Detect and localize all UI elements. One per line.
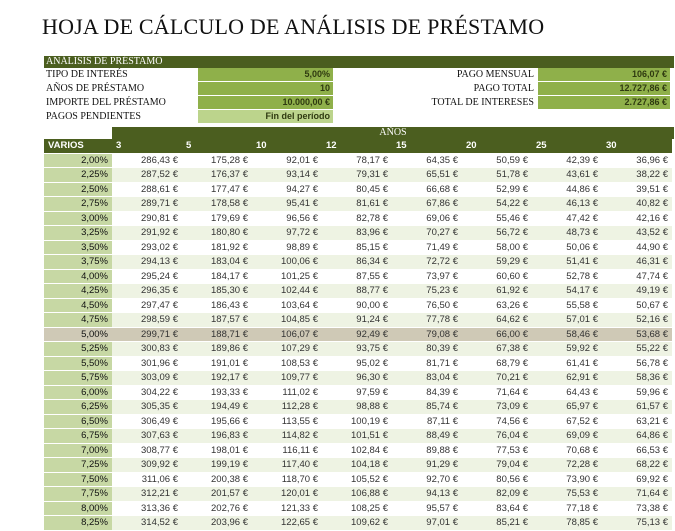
- payment-cell[interactable]: 109,77 €: [252, 371, 322, 385]
- payment-cell[interactable]: 194,49 €: [182, 400, 252, 414]
- payment-cell[interactable]: 179,69 €: [182, 212, 252, 226]
- payment-cell[interactable]: 198,01 €: [182, 444, 252, 458]
- payment-cell[interactable]: 65,97 €: [532, 400, 602, 414]
- payment-cell[interactable]: 305,35 €: [112, 400, 182, 414]
- input-label: AÑOS DE PRÉSTAMO: [46, 83, 145, 94]
- payment-cell[interactable]: 299,71 €: [112, 328, 182, 342]
- input-row-loan-years: [44, 82, 674, 95]
- rate-cell[interactable]: 7,25%: [44, 458, 112, 472]
- payment-cell[interactable]: 75,53 €: [532, 487, 602, 501]
- rate-cell[interactable]: 4,75%: [44, 313, 112, 327]
- payment-cell[interactable]: 92,70 €: [392, 473, 462, 487]
- payment-cell[interactable]: 290,81 €: [112, 212, 182, 226]
- payment-cell[interactable]: 311,06 €: [112, 473, 182, 487]
- payment-cell[interactable]: 57,01 €: [532, 313, 602, 327]
- table-row: [44, 183, 674, 198]
- payment-cell[interactable]: 82,09 €: [462, 487, 532, 501]
- payment-cell[interactable]: 95,57 €: [392, 502, 462, 516]
- payment-cell[interactable]: 111,02 €: [252, 386, 322, 400]
- payment-cell[interactable]: 68,22 €: [602, 458, 672, 472]
- payment-cell[interactable]: 56,72 €: [462, 226, 532, 240]
- rate-cell[interactable]: 5,00%: [44, 328, 112, 342]
- table-row: [44, 429, 674, 444]
- payment-cell[interactable]: 43,52 €: [602, 226, 672, 240]
- payment-cell[interactable]: 91,24 €: [322, 313, 392, 327]
- payment-cell[interactable]: 291,92 €: [112, 226, 182, 240]
- payment-cell[interactable]: 44,90 €: [602, 241, 672, 255]
- payment-cell[interactable]: 50,06 €: [532, 241, 602, 255]
- payment-cell[interactable]: 54,17 €: [532, 284, 602, 298]
- payment-cell[interactable]: 67,38 €: [462, 342, 532, 356]
- payment-cell[interactable]: 312,21 €: [112, 487, 182, 501]
- payment-cell[interactable]: 50,67 €: [602, 299, 672, 313]
- input-row-loan-amount: [44, 96, 674, 109]
- rate-cell[interactable]: 3,25%: [44, 226, 112, 240]
- payment-cell[interactable]: 192,17 €: [182, 371, 252, 385]
- payment-cell[interactable]: 79,04 €: [462, 458, 532, 472]
- payment-cell[interactable]: 102,44 €: [252, 284, 322, 298]
- payment-cell[interactable]: 187,57 €: [182, 313, 252, 327]
- table-row: [44, 328, 674, 343]
- payment-cell[interactable]: 46,13 €: [532, 197, 602, 211]
- payment-cell[interactable]: 122,65 €: [252, 516, 322, 530]
- table-row: [44, 299, 674, 314]
- payment-cell[interactable]: 74,56 €: [462, 415, 532, 429]
- table-row: [44, 270, 674, 285]
- payment-cell[interactable]: 88,77 €: [322, 284, 392, 298]
- years-header: AÑOS: [112, 127, 674, 139]
- payment-cell[interactable]: 86,34 €: [322, 255, 392, 269]
- payment-cell[interactable]: 121,33 €: [252, 502, 322, 516]
- payment-cell[interactable]: 94,13 €: [392, 487, 462, 501]
- payment-cell[interactable]: 65,51 €: [392, 168, 462, 182]
- payment-cell[interactable]: 78,17 €: [322, 154, 392, 168]
- payment-cell[interactable]: 51,78 €: [462, 168, 532, 182]
- payment-cell[interactable]: 184,17 €: [182, 270, 252, 284]
- payment-cell[interactable]: 52,78 €: [532, 270, 602, 284]
- payment-cell[interactable]: 183,04 €: [182, 255, 252, 269]
- rate-cell[interactable]: 4,50%: [44, 299, 112, 313]
- payment-cell[interactable]: 85,15 €: [322, 241, 392, 255]
- payment-cell[interactable]: 72,28 €: [532, 458, 602, 472]
- payment-cell[interactable]: 70,27 €: [392, 226, 462, 240]
- payment-cell[interactable]: 289,71 €: [112, 197, 182, 211]
- rate-cell[interactable]: 3,50%: [44, 241, 112, 255]
- payment-cell[interactable]: 83,04 €: [392, 371, 462, 385]
- payment-cell[interactable]: 90,00 €: [322, 299, 392, 313]
- payment-cell[interactable]: 175,28 €: [182, 154, 252, 168]
- payment-cell[interactable]: 64,86 €: [602, 429, 672, 443]
- year-column-header: 3: [112, 139, 182, 153]
- rate-cell[interactable]: 5,50%: [44, 357, 112, 371]
- payment-cell[interactable]: 38,22 €: [602, 168, 672, 182]
- payment-cell[interactable]: 83,64 €: [462, 502, 532, 516]
- interest-rate-value[interactable]: 5,00%: [198, 68, 333, 81]
- payment-cell[interactable]: 96,56 €: [252, 212, 322, 226]
- payment-cell[interactable]: 82,78 €: [322, 212, 392, 226]
- amortization-table: [44, 139, 674, 531]
- payment-cell[interactable]: 199,19 €: [182, 458, 252, 472]
- payment-cell[interactable]: 297,47 €: [112, 299, 182, 313]
- payment-cell[interactable]: 308,77 €: [112, 444, 182, 458]
- payment-cell[interactable]: 95,41 €: [252, 197, 322, 211]
- payment-cell[interactable]: 53,68 €: [602, 328, 672, 342]
- payment-cell[interactable]: 42,16 €: [602, 212, 672, 226]
- payment-cell[interactable]: 97,72 €: [252, 226, 322, 240]
- table-row: [44, 357, 674, 372]
- payment-cell[interactable]: 58,00 €: [462, 241, 532, 255]
- rate-cell[interactable]: 6,50%: [44, 415, 112, 429]
- payment-cell[interactable]: 203,96 €: [182, 516, 252, 530]
- payment-cell[interactable]: 178,58 €: [182, 197, 252, 211]
- payment-cell[interactable]: 73,38 €: [602, 502, 672, 516]
- payment-cell[interactable]: 83,96 €: [322, 226, 392, 240]
- rate-cell[interactable]: 8,00%: [44, 502, 112, 516]
- total-payment-value[interactable]: 12.727,86 €: [538, 82, 670, 95]
- rate-cell[interactable]: 6,75%: [44, 429, 112, 443]
- payment-cell[interactable]: 78,85 €: [532, 516, 602, 530]
- payment-cell[interactable]: 73,09 €: [462, 400, 532, 414]
- payment-cell[interactable]: 61,57 €: [602, 400, 672, 414]
- payment-cell[interactable]: 60,60 €: [462, 270, 532, 284]
- payment-cell[interactable]: 64,62 €: [462, 313, 532, 327]
- rate-cell[interactable]: 8,25%: [44, 516, 112, 530]
- payment-cell[interactable]: 77,18 €: [532, 502, 602, 516]
- payment-cell[interactable]: 76,50 €: [392, 299, 462, 313]
- payment-cell[interactable]: 76,04 €: [462, 429, 532, 443]
- payment-cell[interactable]: 304,22 €: [112, 386, 182, 400]
- monthly-payment-value[interactable]: 106,07 €: [538, 68, 670, 81]
- table-row: [44, 415, 674, 430]
- payment-cell[interactable]: 40,82 €: [602, 197, 672, 211]
- payment-cell[interactable]: 201,57 €: [182, 487, 252, 501]
- rate-cell[interactable]: 7,75%: [44, 487, 112, 501]
- payment-cell[interactable]: 98,89 €: [252, 241, 322, 255]
- payment-cell[interactable]: 59,96 €: [602, 386, 672, 400]
- year-column-header: 30: [602, 139, 672, 153]
- payment-cell[interactable]: 188,71 €: [182, 328, 252, 342]
- payment-cell[interactable]: 286,43 €: [112, 154, 182, 168]
- payment-cell[interactable]: 112,28 €: [252, 400, 322, 414]
- payment-cell[interactable]: 51,41 €: [532, 255, 602, 269]
- payment-cell[interactable]: 64,35 €: [392, 154, 462, 168]
- rate-cell[interactable]: 2,00%: [44, 154, 112, 168]
- payment-cell[interactable]: 70,68 €: [532, 444, 602, 458]
- payment-cell[interactable]: 306,49 €: [112, 415, 182, 429]
- payment-cell[interactable]: 193,33 €: [182, 386, 252, 400]
- payment-cell[interactable]: 80,39 €: [392, 342, 462, 356]
- table-row: [44, 458, 674, 473]
- payment-cell[interactable]: 79,08 €: [392, 328, 462, 342]
- payment-cell[interactable]: 62,91 €: [532, 371, 602, 385]
- payment-cell[interactable]: 44,86 €: [532, 183, 602, 197]
- payment-cell[interactable]: 296,35 €: [112, 284, 182, 298]
- payment-cell[interactable]: 118,70 €: [252, 473, 322, 487]
- table-row: [44, 473, 674, 488]
- payment-cell[interactable]: 196,83 €: [182, 429, 252, 443]
- payment-cell[interactable]: 87,55 €: [322, 270, 392, 284]
- table-row: [44, 226, 674, 241]
- year-column-header: 25: [532, 139, 602, 153]
- payment-cell[interactable]: 108,25 €: [322, 502, 392, 516]
- payment-cell[interactable]: 87,11 €: [392, 415, 462, 429]
- payment-cell[interactable]: 58,46 €: [532, 328, 602, 342]
- payment-cell[interactable]: 300,83 €: [112, 342, 182, 356]
- payment-cell[interactable]: 75,13 €: [602, 516, 672, 530]
- year-column-header: 10: [252, 139, 322, 153]
- table-row: [44, 241, 674, 256]
- payment-cell[interactable]: 101,51 €: [322, 429, 392, 443]
- payment-cell[interactable]: 105,52 €: [322, 473, 392, 487]
- payment-cell[interactable]: 71,64 €: [602, 487, 672, 501]
- payment-cell[interactable]: 52,99 €: [462, 183, 532, 197]
- payment-cell[interactable]: 117,40 €: [252, 458, 322, 472]
- payment-cell[interactable]: 81,71 €: [392, 357, 462, 371]
- payment-cell[interactable]: 59,92 €: [532, 342, 602, 356]
- payment-cell[interactable]: 108,53 €: [252, 357, 322, 371]
- payment-cell[interactable]: 46,31 €: [602, 255, 672, 269]
- rate-cell[interactable]: 7,00%: [44, 444, 112, 458]
- payment-cell[interactable]: 71,49 €: [392, 241, 462, 255]
- payment-cell[interactable]: 94,27 €: [252, 183, 322, 197]
- payment-cell[interactable]: 96,30 €: [322, 371, 392, 385]
- year-column-header: 12: [322, 139, 392, 153]
- rate-cell[interactable]: 3,00%: [44, 212, 112, 226]
- payment-cell[interactable]: 63,21 €: [602, 415, 672, 429]
- result-label: PAGO MENSUAL: [456, 69, 534, 80]
- payment-cell[interactable]: 294,13 €: [112, 255, 182, 269]
- rate-cell[interactable]: 4,25%: [44, 284, 112, 298]
- table-row: [44, 313, 674, 328]
- payment-cell[interactable]: 56,78 €: [602, 357, 672, 371]
- payment-cell[interactable]: 68,79 €: [462, 357, 532, 371]
- payment-cell[interactable]: 64,43 €: [532, 386, 602, 400]
- table-header-row: [44, 139, 674, 154]
- rate-cell[interactable]: 6,25%: [44, 400, 112, 414]
- payment-cell[interactable]: 186,43 €: [182, 299, 252, 313]
- payment-cell[interactable]: 301,96 €: [112, 357, 182, 371]
- year-column-header: 20: [462, 139, 532, 153]
- payment-cell[interactable]: 36,96 €: [602, 154, 672, 168]
- payment-cell[interactable]: 95,02 €: [322, 357, 392, 371]
- rate-cell[interactable]: 2,50%: [44, 183, 112, 197]
- payment-cell[interactable]: 67,52 €: [532, 415, 602, 429]
- payment-cell[interactable]: 61,92 €: [462, 284, 532, 298]
- table-row: [44, 502, 674, 517]
- payment-cell[interactable]: 55,46 €: [462, 212, 532, 226]
- table-row: [44, 255, 674, 270]
- payment-cell[interactable]: 180,80 €: [182, 226, 252, 240]
- loan-years-value[interactable]: 10: [198, 82, 333, 95]
- table-row: [44, 212, 674, 227]
- payments-due-value[interactable]: Fin del período: [198, 110, 333, 123]
- payment-cell[interactable]: 103,64 €: [252, 299, 322, 313]
- rate-cell[interactable]: 6,00%: [44, 386, 112, 400]
- payment-cell[interactable]: 75,23 €: [392, 284, 462, 298]
- rate-cell[interactable]: 2,25%: [44, 168, 112, 182]
- payment-cell[interactable]: 97,01 €: [392, 516, 462, 530]
- table-row: [44, 386, 674, 401]
- payment-cell[interactable]: 47,74 €: [602, 270, 672, 284]
- table-row: [44, 342, 674, 357]
- payment-cell[interactable]: 202,76 €: [182, 502, 252, 516]
- payment-cell[interactable]: 67,86 €: [392, 197, 462, 211]
- payment-cell[interactable]: 73,90 €: [532, 473, 602, 487]
- corner-label: VARIOS: [44, 139, 112, 153]
- payment-cell[interactable]: 69,09 €: [532, 429, 602, 443]
- payment-cell[interactable]: 298,59 €: [112, 313, 182, 327]
- rate-cell[interactable]: 4,00%: [44, 270, 112, 284]
- payment-cell[interactable]: 72,72 €: [392, 255, 462, 269]
- total-interest-value[interactable]: 2.727,86 €: [538, 96, 670, 109]
- payment-cell[interactable]: 80,56 €: [462, 473, 532, 487]
- payment-cell[interactable]: 91,29 €: [392, 458, 462, 472]
- payment-cell[interactable]: 92,01 €: [252, 154, 322, 168]
- result-label: PAGO TOTAL: [473, 83, 534, 94]
- payment-cell[interactable]: 98,88 €: [322, 400, 392, 414]
- payment-cell[interactable]: 42,39 €: [532, 154, 602, 168]
- input-row-payments-due: [44, 110, 674, 123]
- payment-cell[interactable]: 70,21 €: [462, 371, 532, 385]
- payment-cell[interactable]: 54,22 €: [462, 197, 532, 211]
- payment-cell[interactable]: 93,75 €: [322, 342, 392, 356]
- payment-cell[interactable]: 55,22 €: [602, 342, 672, 356]
- table-row: [44, 284, 674, 299]
- payment-cell[interactable]: 43,61 €: [532, 168, 602, 182]
- input-label: TIPO DE INTERÉS: [46, 69, 128, 80]
- payment-cell[interactable]: 106,07 €: [252, 328, 322, 342]
- payment-cell[interactable]: 191,01 €: [182, 357, 252, 371]
- payment-cell[interactable]: 80,45 €: [322, 183, 392, 197]
- payment-cell[interactable]: 114,82 €: [252, 429, 322, 443]
- payment-cell[interactable]: 97,59 €: [322, 386, 392, 400]
- payment-cell[interactable]: 106,88 €: [322, 487, 392, 501]
- payment-cell[interactable]: 287,52 €: [112, 168, 182, 182]
- payment-cell[interactable]: 195,66 €: [182, 415, 252, 429]
- payment-cell[interactable]: 92,49 €: [322, 328, 392, 342]
- payment-cell[interactable]: 66,00 €: [462, 328, 532, 342]
- payment-cell[interactable]: 101,25 €: [252, 270, 322, 284]
- payment-cell[interactable]: 309,92 €: [112, 458, 182, 472]
- table-row: [44, 197, 674, 212]
- payment-cell[interactable]: 85,21 €: [462, 516, 532, 530]
- payment-cell[interactable]: 69,92 €: [602, 473, 672, 487]
- payment-cell[interactable]: 120,01 €: [252, 487, 322, 501]
- year-column-header: 5: [182, 139, 252, 153]
- payment-cell[interactable]: 84,39 €: [392, 386, 462, 400]
- rate-cell[interactable]: 5,75%: [44, 371, 112, 385]
- table-row: [44, 400, 674, 415]
- payment-cell[interactable]: 200,38 €: [182, 473, 252, 487]
- payment-cell[interactable]: 295,24 €: [112, 270, 182, 284]
- payment-cell[interactable]: 181,92 €: [182, 241, 252, 255]
- payment-cell[interactable]: 88,49 €: [392, 429, 462, 443]
- payment-cell[interactable]: 66,68 €: [392, 183, 462, 197]
- payment-cell[interactable]: 109,62 €: [322, 516, 392, 530]
- payment-cell[interactable]: 61,41 €: [532, 357, 602, 371]
- payment-cell[interactable]: 116,11 €: [252, 444, 322, 458]
- payment-cell[interactable]: 288,61 €: [112, 183, 182, 197]
- payment-cell[interactable]: 77,78 €: [392, 313, 462, 327]
- rate-cell[interactable]: 7,50%: [44, 473, 112, 487]
- payment-cell[interactable]: 100,19 €: [322, 415, 392, 429]
- payment-cell[interactable]: 307,63 €: [112, 429, 182, 443]
- payment-cell[interactable]: 303,09 €: [112, 371, 182, 385]
- payment-cell[interactable]: 55,58 €: [532, 299, 602, 313]
- payment-cell[interactable]: 102,84 €: [322, 444, 392, 458]
- payment-cell[interactable]: 69,06 €: [392, 212, 462, 226]
- rate-cell[interactable]: 3,75%: [44, 255, 112, 269]
- input-label: PAGOS PENDIENTES: [46, 111, 141, 122]
- table-row: [44, 168, 674, 183]
- payment-cell[interactable]: 313,36 €: [112, 502, 182, 516]
- payment-cell[interactable]: 52,16 €: [602, 313, 672, 327]
- payment-cell[interactable]: 63,26 €: [462, 299, 532, 313]
- year-column-header: 15: [392, 139, 462, 153]
- input-row-interest-rate: [44, 68, 674, 81]
- payment-cell[interactable]: 59,29 €: [462, 255, 532, 269]
- payment-cell[interactable]: 71,64 €: [462, 386, 532, 400]
- rate-cell[interactable]: 2,75%: [44, 197, 112, 211]
- table-row: [44, 371, 674, 386]
- input-label: IMPORTE DEL PRÉSTAMO: [46, 97, 166, 108]
- table-row: [44, 487, 674, 502]
- page-title: HOJA DE CÁLCULO DE ANÁLISIS DE PRÉSTAMO: [42, 14, 545, 39]
- payment-cell[interactable]: 89,88 €: [392, 444, 462, 458]
- payment-cell[interactable]: 50,59 €: [462, 154, 532, 168]
- payment-cell[interactable]: 49,19 €: [602, 284, 672, 298]
- payment-cell[interactable]: 47,42 €: [532, 212, 602, 226]
- table-row: [44, 154, 674, 169]
- payment-cell[interactable]: 58,36 €: [602, 371, 672, 385]
- result-label: TOTAL DE INTERESES: [431, 97, 534, 108]
- table-row: [44, 516, 674, 531]
- payment-cell[interactable]: 48,73 €: [532, 226, 602, 240]
- payment-cell[interactable]: 189,86 €: [182, 342, 252, 356]
- loan-amount-value[interactable]: 10.000,00 €: [198, 96, 333, 109]
- payment-cell[interactable]: 185,30 €: [182, 284, 252, 298]
- payment-cell[interactable]: 81,61 €: [322, 197, 392, 211]
- payment-cell[interactable]: 39,51 €: [602, 183, 672, 197]
- payment-cell[interactable]: 79,31 €: [322, 168, 392, 182]
- payment-cell[interactable]: 107,29 €: [252, 342, 322, 356]
- payment-cell[interactable]: 314,52 €: [112, 516, 182, 530]
- payment-cell[interactable]: 100,06 €: [252, 255, 322, 269]
- payment-cell[interactable]: 176,37 €: [182, 168, 252, 182]
- payment-cell[interactable]: 93,14 €: [252, 168, 322, 182]
- rate-cell[interactable]: 5,25%: [44, 342, 112, 356]
- payment-cell[interactable]: 104,18 €: [322, 458, 392, 472]
- payment-cell[interactable]: 113,55 €: [252, 415, 322, 429]
- payment-cell[interactable]: 73,97 €: [392, 270, 462, 284]
- table-row: [44, 444, 674, 459]
- payment-cell[interactable]: 177,47 €: [182, 183, 252, 197]
- payment-cell[interactable]: 66,53 €: [602, 444, 672, 458]
- section-header-loan-analysis: ANÁLISIS DE PRÉSTAMO: [44, 56, 674, 68]
- payment-cell[interactable]: 293,02 €: [112, 241, 182, 255]
- payment-cell[interactable]: 77,53 €: [462, 444, 532, 458]
- payment-cell[interactable]: 104,85 €: [252, 313, 322, 327]
- payment-cell[interactable]: 85,74 €: [392, 400, 462, 414]
